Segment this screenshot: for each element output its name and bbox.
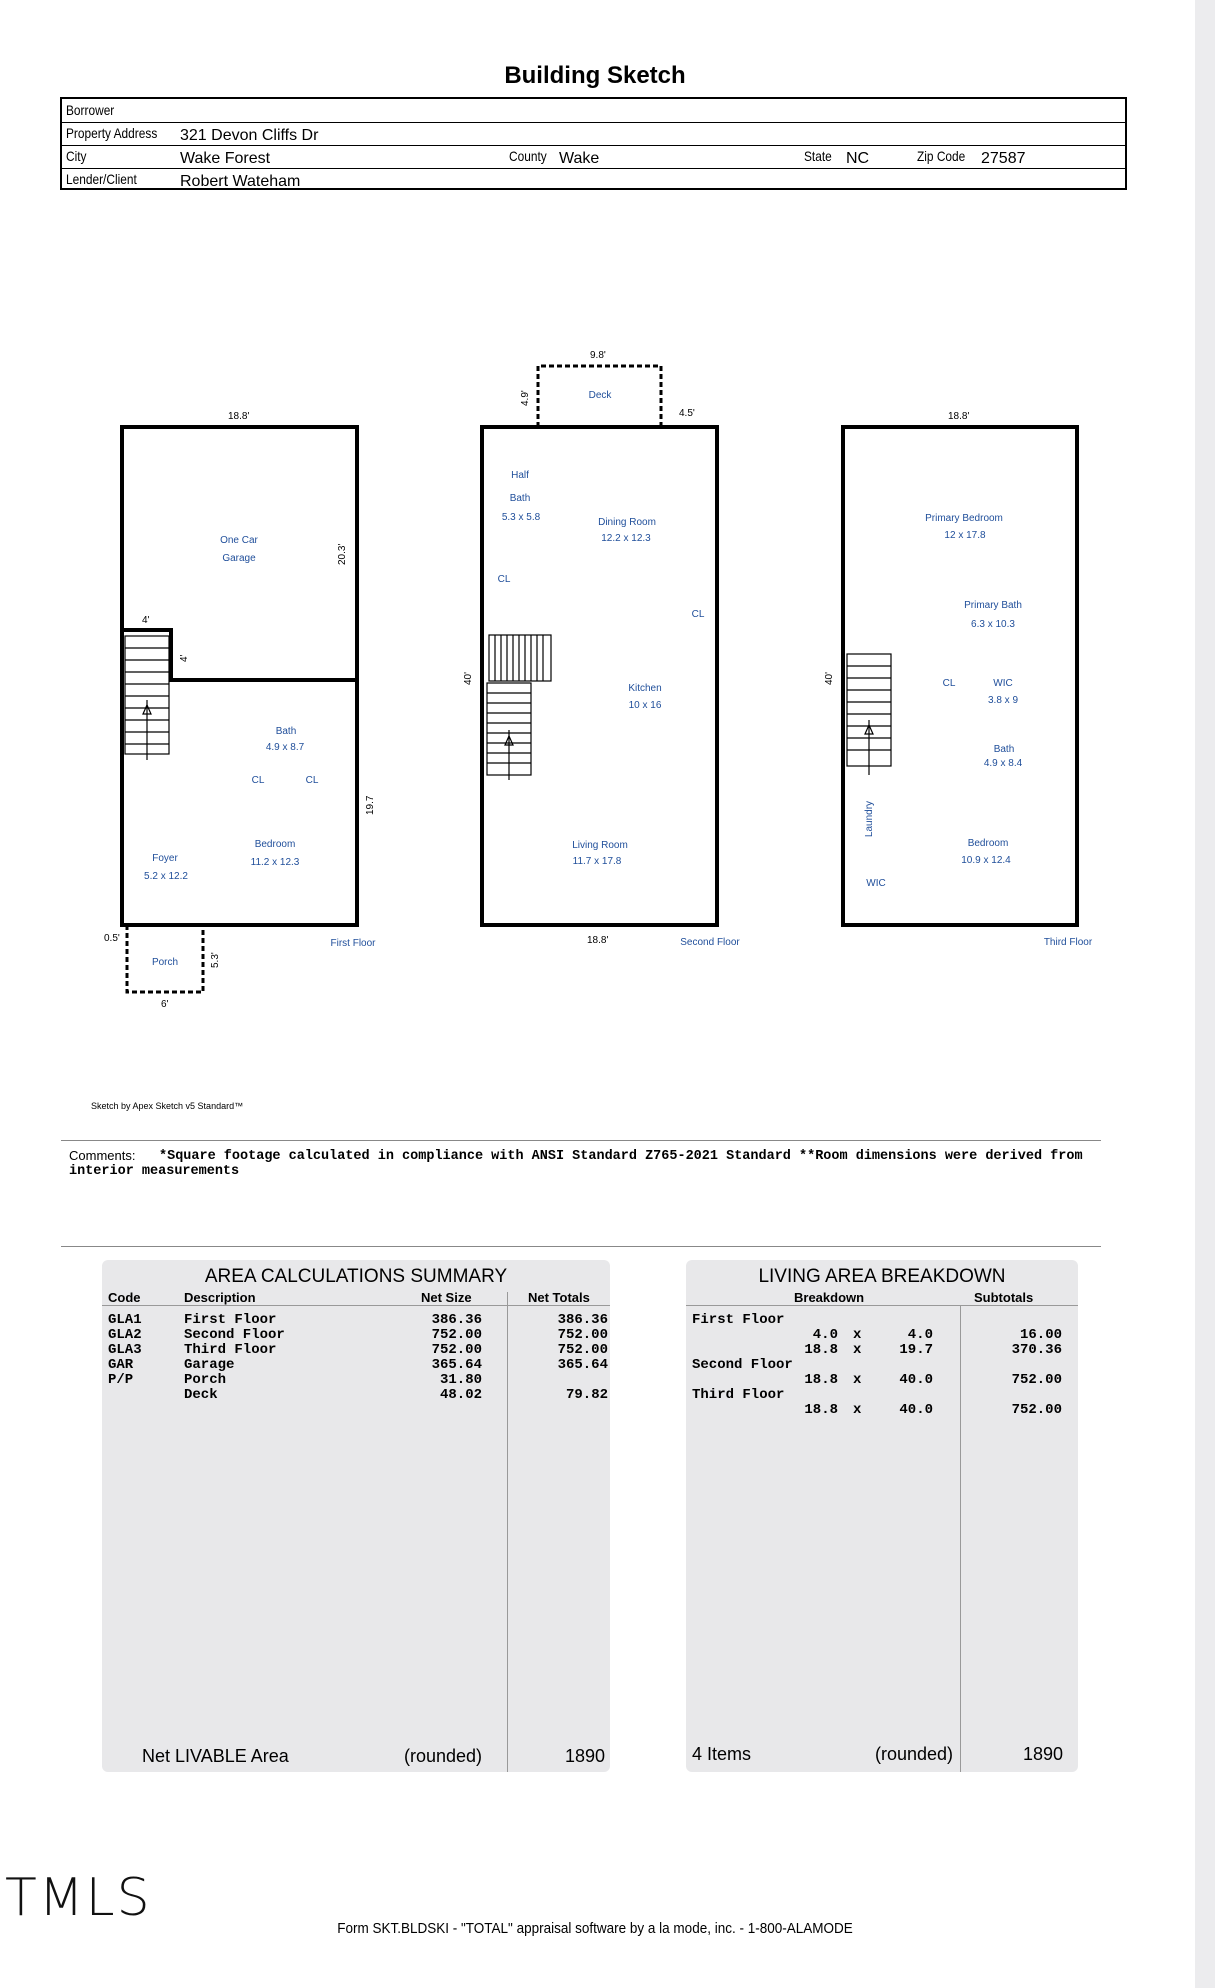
- living-header-breakdown: Breakdown: [794, 1290, 865, 1305]
- lender-value: Robert Wateham: [180, 173, 301, 190]
- living-footer-label: 4 Items: [692, 1744, 752, 1764]
- living-subtotal: 16.00: [1019, 1327, 1062, 1343]
- living-dim-b: 40.0: [899, 1372, 933, 1388]
- dim-first-top: 18.8': [228, 411, 250, 422]
- area-size: 365.64: [431, 1357, 482, 1373]
- deck-name: Deck: [588, 390, 612, 401]
- city-value: Wake Forest: [180, 150, 271, 167]
- laundry-label: Laundry: [864, 800, 875, 838]
- foyer-name: Foyer: [152, 853, 178, 864]
- third-bath-name: Bath: [993, 744, 1015, 755]
- dining-size: 12.2 x 12.3: [601, 533, 651, 544]
- state-label: State: [804, 148, 832, 164]
- living-dim-x: x: [853, 1372, 862, 1388]
- area-total: 752.00: [557, 1327, 608, 1343]
- living-subtotal: 752.00: [1011, 1372, 1062, 1388]
- comments-label: Comments:: [69, 1148, 136, 1163]
- tmls-logo: TMLS: [5, 1868, 152, 1928]
- wic-lower: WIC: [866, 878, 886, 889]
- living-header-subtotals: Subtotals: [974, 1290, 1034, 1305]
- area-footer-label: Net LIVABLE Area: [142, 1746, 289, 1766]
- third-floor-stairs: [847, 654, 891, 775]
- living-dim-b: 4.0: [907, 1327, 933, 1343]
- first-floor-stairs: [125, 636, 169, 760]
- foyer-size: 5.2 x 12.2: [144, 871, 188, 882]
- living-floor-label: Second Floor: [692, 1357, 793, 1373]
- page-edge: [1195, 0, 1215, 1988]
- living-footer-value: 1890: [1023, 1744, 1064, 1764]
- third-bedroom-size: 10.9 x 12.4: [961, 855, 1011, 866]
- living-dim-x: x: [853, 1342, 862, 1358]
- second-floor-stairs: [487, 635, 551, 780]
- dim-porch-bottom: 6': [161, 999, 169, 1010]
- living-name: Living Room: [572, 840, 628, 851]
- living-dim-x: x: [853, 1402, 862, 1418]
- dim-deck-top: 9.8': [590, 350, 606, 361]
- form-footer: Form SKT.BLDSKI - "TOTAL" appraisal software by a la mode, inc. - 1-800-ALAMODE: [337, 1920, 853, 1937]
- area-header-description: Description: [184, 1290, 256, 1305]
- wic-size: 3.8 x 9: [987, 695, 1019, 706]
- area-desc: Deck: [184, 1387, 218, 1403]
- area-panel-title: AREA CALCULATIONS SUMMARY: [204, 1266, 508, 1287]
- living-panel-title: LIVING AREA BREAKDOWN: [758, 1266, 1006, 1287]
- county-value: Wake: [559, 150, 600, 167]
- half-bath-2: Bath: [509, 493, 531, 504]
- zip-label: Zip Code: [917, 148, 966, 164]
- area-header-net-size: Net Size: [421, 1290, 472, 1305]
- garage-label-1: One Car: [220, 535, 258, 546]
- dim-deck-side: 4.9': [520, 390, 531, 406]
- area-total: 386.36: [557, 1312, 608, 1328]
- third-bedroom-name: Bedroom: [967, 838, 1009, 849]
- living-dim-a: 18.8: [804, 1372, 838, 1388]
- third-floor-outline: [843, 427, 1077, 925]
- living-size: 11.7 x 17.8: [572, 856, 622, 867]
- living-dim-b: 19.7: [899, 1342, 933, 1358]
- dim-second-left: 40': [463, 671, 474, 685]
- area-calculations-panel: [102, 1260, 610, 1772]
- second-floor-label: Second Floor: [680, 937, 740, 948]
- area-column-divider: [507, 1292, 508, 1772]
- area-header-divider: [102, 1305, 610, 1306]
- primary-bed-name: Primary Bedroom: [925, 513, 1003, 524]
- area-footer-value: 1890: [565, 1746, 606, 1766]
- dim-third-left: 40': [824, 671, 835, 685]
- dining-name: Dining Room: [598, 517, 656, 528]
- zip-value: 27587: [981, 150, 1026, 167]
- area-code: P/P: [108, 1372, 134, 1388]
- dim-third-top: 18.8': [948, 411, 970, 422]
- area-size: 48.02: [439, 1387, 482, 1403]
- area-size: 31.80: [439, 1372, 482, 1388]
- living-subtotal: 752.00: [1011, 1402, 1062, 1418]
- first-cl-2: CL: [305, 775, 319, 786]
- area-code: GLA2: [108, 1327, 142, 1343]
- area-desc: First Floor: [184, 1312, 277, 1328]
- floor-outlines: [122, 366, 1077, 992]
- living-subtotal: 370.36: [1011, 1342, 1062, 1358]
- first-cl-1: CL: [251, 775, 265, 786]
- porch-name: Porch: [151, 957, 179, 968]
- first-bath-name: Bath: [275, 726, 297, 737]
- kitchen-name: Kitchen: [628, 683, 662, 694]
- state-value: NC: [846, 150, 870, 167]
- third-cl: CL: [942, 678, 956, 689]
- living-dim-x: x: [853, 1327, 862, 1343]
- dim-porch-side: 5.3': [210, 952, 221, 968]
- dim-notch-side: 4': [179, 654, 190, 662]
- living-floor-label: Third Floor: [692, 1387, 785, 1403]
- first-bedroom-name: Bedroom: [254, 839, 296, 850]
- living-column-divider: [960, 1305, 961, 1772]
- dim-notch-top: 4': [142, 615, 150, 626]
- kitchen-size: 10 x 16: [628, 700, 662, 711]
- area-header-code: Code: [108, 1290, 141, 1305]
- area-size: 386.36: [431, 1312, 482, 1328]
- garage-label-2: Garage: [222, 553, 256, 564]
- first-floor-label: First Floor: [330, 938, 376, 949]
- living-footer-rounded: (rounded): [875, 1744, 954, 1764]
- lender-label: Lender/Client: [66, 171, 137, 187]
- living-dim-a: 18.8: [804, 1402, 838, 1418]
- primary-bed-size: 12 x 17.8: [944, 530, 986, 541]
- area-size: 752.00: [431, 1327, 482, 1343]
- area-desc: Second Floor: [184, 1327, 285, 1343]
- second-cl-right: CL: [691, 609, 705, 620]
- dim-second-bottom: 18.8': [587, 935, 609, 946]
- comments-box: [61, 1140, 1101, 1247]
- area-size: 752.00: [431, 1342, 482, 1358]
- address-label: Property Address: [66, 125, 158, 141]
- address-value: 321 Devon Cliffs Dr: [180, 127, 319, 144]
- dim-garage-right: 20.3': [337, 543, 348, 565]
- dim-porch-left: 0.5': [104, 933, 120, 944]
- living-dim-a: 18.8: [804, 1342, 838, 1358]
- first-bath-size: 4.9 x 8.7: [265, 742, 305, 753]
- third-floor-label: Third Floor: [1043, 937, 1093, 948]
- comments-text: *Square footage calculated in compliance with ANSI Standard Z765-2021 Standard **Room dimensions were derived from interior measurements: [69, 1149, 1083, 1179]
- city-label: City: [66, 148, 87, 164]
- living-floor-label: First Floor: [692, 1312, 785, 1328]
- half-bath-1: Half: [511, 470, 529, 481]
- third-bath-size: 4.9 x 8.4: [983, 758, 1023, 769]
- area-code: GAR: [108, 1357, 134, 1373]
- county-label: County: [509, 148, 547, 164]
- page-title: Building Sketch: [504, 62, 686, 89]
- first-floor-outline: [122, 427, 357, 925]
- living-dim-b: 40.0: [899, 1402, 933, 1418]
- living-header-divider: [686, 1305, 1078, 1306]
- area-desc: Third Floor: [184, 1342, 277, 1358]
- area-header-net-totals: Net Totals: [528, 1290, 590, 1305]
- area-desc: Porch: [184, 1372, 227, 1388]
- primary-bath-size: 6.3 x 10.3: [971, 619, 1015, 630]
- half-bath-size: 5.3 x 5.8: [501, 512, 541, 523]
- first-bedroom-size: 11.2 x 12.3: [250, 857, 300, 868]
- area-total: 365.64: [557, 1357, 608, 1373]
- area-total: 79.82: [565, 1387, 608, 1403]
- area-total: 752.00: [557, 1342, 608, 1358]
- area-footer-rounded: (rounded): [404, 1746, 483, 1766]
- area-desc: Garage: [184, 1357, 235, 1373]
- living-dim-a: 4.0: [812, 1327, 838, 1343]
- living-area-panel: [686, 1260, 1078, 1772]
- second-cl-left: CL: [497, 574, 511, 585]
- primary-bath-name: Primary Bath: [964, 600, 1022, 611]
- wic-name: WIC: [993, 678, 1013, 689]
- area-code: GLA3: [108, 1342, 142, 1358]
- sketch-credit: Sketch by Apex Sketch v5 Standard™: [91, 1101, 244, 1111]
- area-code: GLA1: [108, 1312, 142, 1328]
- dim-deck-right: 4.5': [679, 408, 695, 419]
- dim-first-right-lower: 19.7: [365, 795, 376, 815]
- borrower-label: Borrower: [66, 102, 115, 118]
